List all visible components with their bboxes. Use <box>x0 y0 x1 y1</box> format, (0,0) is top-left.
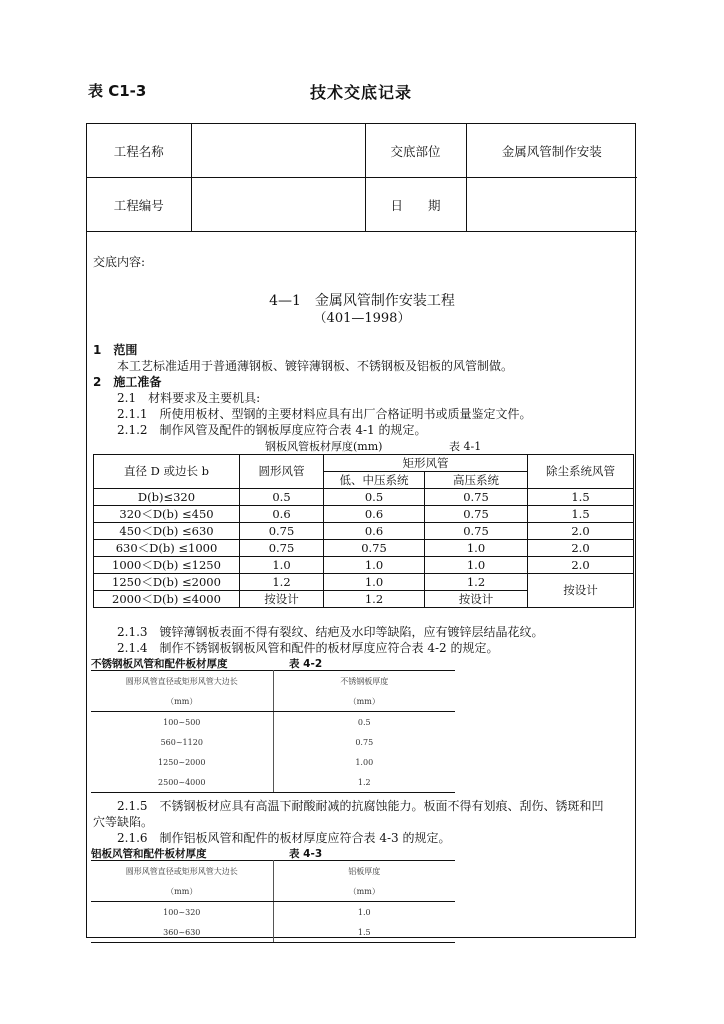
th-thickness: 不锈钢板厚度 <box>273 671 455 692</box>
cell: 0.5 <box>240 489 324 506</box>
table-4-3-caption: 铝板风管和配件板材厚度 <box>91 848 207 860</box>
date-field[interactable] <box>466 178 637 232</box>
cell: 1.00 <box>355 757 374 767</box>
cell: 1.5 <box>528 506 634 523</box>
table-row <box>94 540 634 557</box>
cell: 2.0 <box>528 557 634 574</box>
cell: 1.0 <box>425 540 528 557</box>
cell: 2000＜D(b) ≤4000 <box>94 591 240 608</box>
handover-part-label: 交底部位 <box>365 124 466 178</box>
cell: 0.75 <box>240 523 324 540</box>
cell: 0.75 <box>425 489 528 506</box>
cell: 0.5 <box>357 717 371 727</box>
project-no-label: 工程编号 <box>87 178 191 232</box>
table-4-1 <box>93 454 634 608</box>
cell: 按设计 <box>240 591 324 608</box>
cell: 450＜D(b) ≤630 <box>94 523 240 540</box>
table-row <box>94 557 634 574</box>
th-thickness: 铝板厚度 <box>273 861 455 882</box>
th-size: 直径 D 或边长 b <box>94 455 240 489</box>
section-code: （401—1998） <box>313 311 411 326</box>
cell: 1.2 <box>240 574 324 591</box>
cell: 1000＜D(b) ≤1250 <box>94 557 240 574</box>
cell: 1.0 <box>425 557 528 574</box>
cell: 0.6 <box>324 523 425 540</box>
cell: 1.2 <box>324 591 425 608</box>
content-label: 交底内容: <box>93 255 146 269</box>
table-4-2-caption: 不锈钢板风管和配件板材厚度 <box>91 658 228 670</box>
th-size: 圆形风管直径或矩形风管大边长 <box>91 671 273 692</box>
table-row <box>91 752 455 772</box>
section-title: 4—1 金属风管制作安装工程 <box>269 293 455 309</box>
unit-right: （mm） <box>273 691 455 712</box>
cell: 630＜D(b) ≤1000 <box>94 540 240 557</box>
handover-part-field[interactable]: 金属风管制作安装 <box>466 124 637 178</box>
th-round: 圆形风管 <box>240 455 324 489</box>
th-size: 圆形风管直径或矩形风管大边长 <box>91 861 273 882</box>
cell: 1.5 <box>528 489 634 506</box>
document-title: 技术交底记录 <box>310 83 413 102</box>
unit-left: （mm） <box>91 881 273 902</box>
unit-left: （mm） <box>91 691 273 712</box>
cell: 0.75 <box>324 540 425 557</box>
cell: 2.0 <box>528 540 634 557</box>
table-4-2-number: 表 4-2 <box>289 658 323 670</box>
cell: 0.6 <box>240 506 324 523</box>
th-high: 高压系统 <box>425 472 528 489</box>
cell: 1.0 <box>324 574 425 591</box>
cell: 0.75 <box>425 506 528 523</box>
table-row <box>94 523 634 540</box>
cell: 2.0 <box>528 523 634 540</box>
th-low-mid: 低、中压系统 <box>324 472 425 489</box>
table-row <box>91 922 455 943</box>
p2-1-3: 2.1.3 镀锌薄钢板表面不得有裂纹、结疤及水印等缺陷，应有镀锌层结晶花纹。 <box>117 625 544 639</box>
cell: 360~630 <box>91 922 273 943</box>
cell: 1.0 <box>324 557 425 574</box>
p2-1-5-cont: 穴等缺陷。 <box>93 815 154 829</box>
project-name-field[interactable] <box>191 124 365 178</box>
s2-heading: 2 施工准备 <box>93 375 162 389</box>
table-row <box>94 574 634 591</box>
s1-heading: 1 范围 <box>93 343 138 357</box>
cell: 100~500 <box>91 712 273 733</box>
table-row <box>91 732 455 752</box>
form-number: 表 C1-3 <box>88 82 147 100</box>
cell: 320＜D(b) ≤450 <box>94 506 240 523</box>
info-table <box>87 124 637 232</box>
cell: 1.0 <box>357 907 371 917</box>
cell: 0.5 <box>324 489 425 506</box>
date-label: 日 期 <box>365 178 466 232</box>
p2-1-4: 2.1.4 制作不锈钢板钢板风管和配件的板材厚度应符合表 4-2 的规定。 <box>117 641 499 655</box>
cell: 100~320 <box>91 902 273 923</box>
table-4-1-caption: 钢板风管板材厚度(mm) <box>265 440 383 453</box>
cell: 0.6 <box>324 506 425 523</box>
cell: 1.0 <box>240 557 324 574</box>
p2-1-6: 2.1.6 制作铝板风管和配件的板材厚度应符合表 4-3 的规定。 <box>117 831 451 845</box>
cell: 0.75 <box>240 540 324 557</box>
cell: D(b)≤320 <box>94 489 240 506</box>
cell: 按设计 <box>528 574 634 608</box>
table-4-3-number: 表 4-3 <box>289 848 323 860</box>
table-row <box>91 712 455 733</box>
p2-1: 2.1 材料要求及主要机具: <box>117 391 261 405</box>
table-row <box>91 772 455 793</box>
cell: 1250~2000 <box>91 752 273 772</box>
cell: 按设计 <box>425 591 528 608</box>
th-rect: 矩形风管 <box>324 455 528 472</box>
unit-right: （mm） <box>273 881 455 902</box>
s1-text: 本工艺标准适用于普通薄钢板、镀锌薄钢板、不锈钢板及铝板的风管制做。 <box>117 359 514 373</box>
table-row <box>94 489 634 506</box>
cell: 560~1120 <box>91 732 273 752</box>
table-row <box>94 506 634 523</box>
record-frame <box>86 123 636 938</box>
cell: 2500~4000 <box>91 772 273 793</box>
table-row <box>91 902 455 923</box>
cell: 0.75 <box>425 523 528 540</box>
p2-1-1: 2.1.1 所使用板材、型钢的主要材料应具有出厂合格证明书或质量鉴定文件。 <box>117 407 532 421</box>
table-4-3 <box>91 860 455 943</box>
th-dust: 除尘系统风管 <box>528 455 634 489</box>
cell: 1250＜D(b) ≤2000 <box>94 574 240 591</box>
cell: 1.2 <box>425 574 528 591</box>
p2-1-2: 2.1.2 制作风管及配件的钢板厚度应符合表 4-1 的规定。 <box>117 423 427 437</box>
cell: 1.2 <box>273 772 455 793</box>
table-4-2 <box>91 670 455 793</box>
p2-1-5: 2.1.5 不锈钢板材应具有高温下耐酸耐减的抗腐蚀能力。板面不得有划痕、刮伤、锈斑和凹 <box>117 799 604 813</box>
cell: 0.75 <box>355 737 374 747</box>
cell: 1.5 <box>273 922 455 943</box>
project-name-label: 工程名称 <box>87 124 191 178</box>
table-4-1-number: 表 4-1 <box>449 440 482 453</box>
project-no-field[interactable] <box>191 178 365 232</box>
